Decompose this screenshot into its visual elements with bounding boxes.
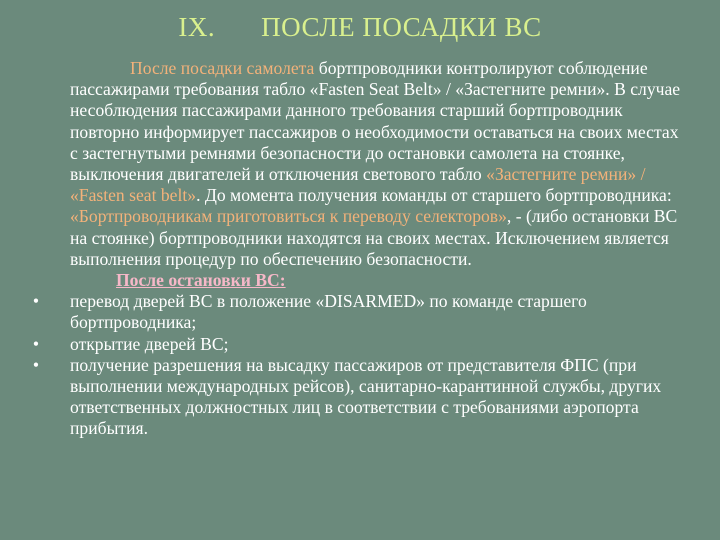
title-text: ПОСЛЕ ПОСАДКИ ВС <box>261 12 542 42</box>
highlight-after-landing: После посадки самолета <box>130 58 315 78</box>
subheading-after-stop: После остановки ВС: <box>116 270 286 291</box>
bullet-icon: • <box>32 333 40 354</box>
list-item-text: открытие дверей ВС; <box>70 333 229 354</box>
bullet-icon: • <box>32 354 40 375</box>
list-item-text: перевод дверей ВС в положение «DISARMED» по команде старшего бортпроводника; <box>70 291 587 333</box>
list-item <box>32 354 690 440</box>
list-item <box>32 333 690 355</box>
slide-title <box>0 10 720 44</box>
list-item <box>32 291 690 333</box>
bullet-icon: • <box>32 291 40 312</box>
intro-paragraph <box>70 58 690 270</box>
highlight-selector-command: «Бортпроводникам приготовиться к переводу селекторов» <box>70 206 507 227</box>
bullet-list <box>32 291 690 439</box>
slide-body <box>32 58 690 440</box>
paragraph-text-2: . До момента получения команды от старшего бортпроводника: <box>196 185 672 206</box>
paragraph-text-3: , - (либо остановки ВС на стоянке) бортпроводники находятся на своих местах. Исключением является выполнения процедур по обеспечению безопасности. <box>70 206 678 269</box>
list-item-text: получение разрешения на высадку пассажиров от представителя ФПС (при выполнении международных рейсов), санитарно-карантинной службы, других ответственных должностных лиц в соответствии с требованиями аэропорта прибытия. <box>70 354 662 439</box>
section-number: IX. <box>178 12 216 42</box>
highlight-fasten-seat-belt: «Застегните ремни» / «Fasten seat belt» <box>70 164 646 206</box>
paragraph-text-1: бортпроводники контролируют соблюдение пассажирами требования табло «Fasten Seat Belt» / «Застегните ремни». В случае несоблюдения пассажирами данного требования старший бортпроводник повторно информирует пассажиров о необходимости оставаться на своих местах с застегнутыми ремнями безопасности до остановки самолета на стоянке, выключения двигателей и отключения светового табло <box>70 58 681 185</box>
